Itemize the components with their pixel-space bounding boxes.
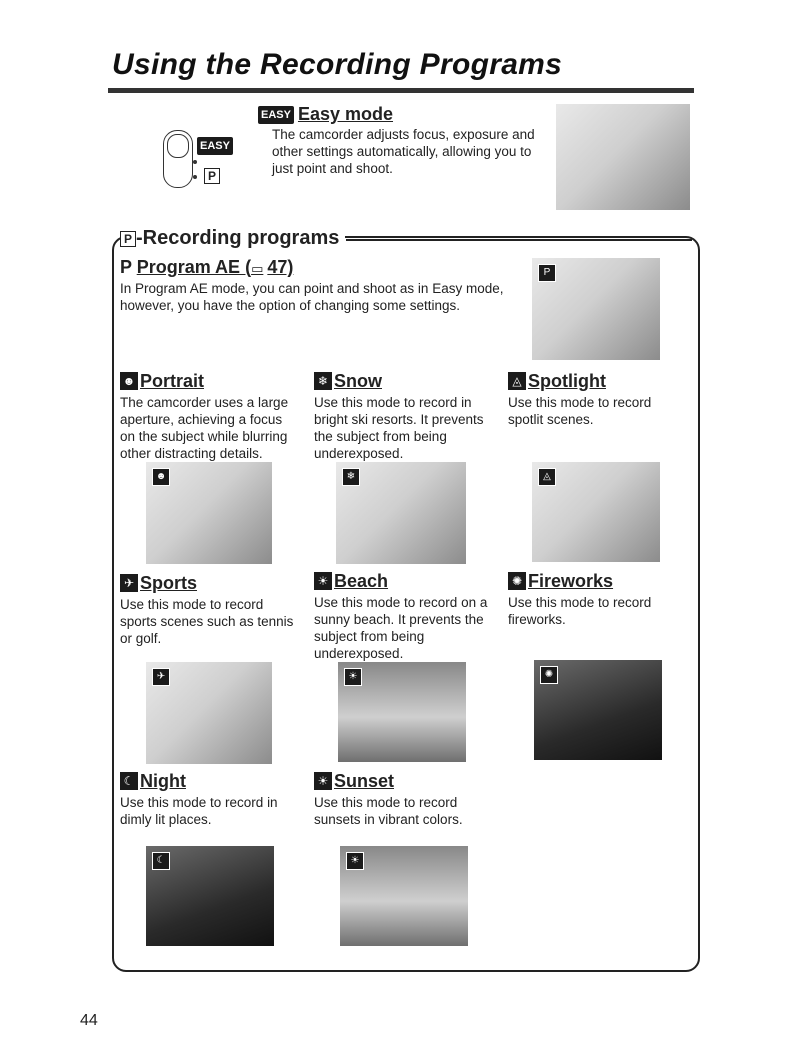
sunset-description: Use this mode to record sunsets in vibrant colors. xyxy=(314,795,463,827)
snow-icon: ❄ xyxy=(314,372,332,390)
program-p-letter: P xyxy=(120,257,132,277)
sports-heading xyxy=(120,572,197,594)
portrait-heading xyxy=(120,370,204,392)
sunset-icon: ☀ xyxy=(314,772,332,790)
sports-icon: ✈ xyxy=(120,574,138,592)
beach-photo xyxy=(338,662,466,762)
sports-icon: ✈ xyxy=(152,668,170,686)
recording-programs-label: -Recording programs xyxy=(136,227,340,249)
page-title: Using the Recording Programs xyxy=(112,48,563,81)
beach-icon: ☀ xyxy=(344,668,362,686)
fireworks-label: Fireworks xyxy=(528,570,614,591)
sports-description: Use this mode to record sports scenes such as tennis or golf. xyxy=(120,597,294,646)
portrait-photo xyxy=(146,462,272,564)
sports-photo xyxy=(146,662,272,764)
title-rule xyxy=(108,88,694,93)
night-label: Night xyxy=(140,770,186,791)
beach-icon: ☀ xyxy=(314,572,332,590)
spotlight-heading xyxy=(508,370,606,392)
easy-icon: EASY xyxy=(197,137,233,155)
spotlight-icon: ◬ xyxy=(508,372,526,390)
heading-rule xyxy=(346,239,692,241)
switch-dot-p xyxy=(193,175,197,179)
easy-mode-family-photo xyxy=(556,104,690,210)
program-ae-page-ref: 47) xyxy=(267,257,294,277)
book-icon: ▭ xyxy=(251,261,264,276)
night-description: Use this mode to record in dimly lit places. xyxy=(120,795,278,827)
night-icon: ☾ xyxy=(120,772,138,790)
portrait-description: The camcorder uses a large aperture, achieving a focus on the subject while blurring other distracting details. xyxy=(120,395,289,461)
spotlight-icon: ◬ xyxy=(538,468,556,486)
easy-mode-label: Easy mode xyxy=(297,104,394,124)
page-number: 44 xyxy=(80,1012,98,1029)
portrait-icon: ☻ xyxy=(152,468,170,486)
snow-heading xyxy=(314,370,382,392)
program-p-icon: P xyxy=(538,264,556,282)
snow-photo xyxy=(336,462,466,564)
beach-label: Beach xyxy=(334,570,389,591)
sports-label: Sports xyxy=(140,572,198,593)
snow-label: Snow xyxy=(334,370,382,391)
night-photo xyxy=(146,846,274,946)
mode-switch-knob xyxy=(167,134,189,158)
program-ae-label: Program AE ( xyxy=(136,257,252,277)
program-ae-wedding-photo xyxy=(532,258,660,360)
fireworks-description: Use this mode to record fireworks. xyxy=(508,595,652,627)
program-p-icon: P xyxy=(204,168,220,184)
beach-heading xyxy=(314,570,388,592)
night-icon: ☾ xyxy=(152,852,170,870)
snow-description: Use this mode to record in bright ski resorts. It prevents the subject from being underexposed. xyxy=(314,395,484,461)
program-ae-description: In Program AE mode, you can point and shoot as in Easy mode, however, you have the option of changing some settings. xyxy=(120,281,504,313)
portrait-label: Portrait xyxy=(140,370,205,391)
fireworks-icon: ✺ xyxy=(540,666,558,684)
snow-icon: ❄ xyxy=(342,468,360,486)
sunset-label: Sunset xyxy=(334,770,395,791)
night-heading xyxy=(120,770,186,792)
program-ae-heading xyxy=(120,257,293,278)
sunset-icon: ☀ xyxy=(346,852,364,870)
sunset-photo xyxy=(340,846,468,946)
fireworks-heading xyxy=(508,570,613,592)
fireworks-icon: ✺ xyxy=(508,572,526,590)
easy-icon: EASY xyxy=(258,106,294,124)
easy-mode-description: The camcorder adjusts focus, exposure and other settings automatically, allowing you to just point and shoot. xyxy=(272,127,535,176)
program-p-icon: P xyxy=(120,231,136,247)
sunset-heading xyxy=(314,770,394,792)
beach-description: Use this mode to record on a sunny beach. It prevents the subject from being underexposed. xyxy=(314,595,488,661)
spotlight-photo xyxy=(532,462,660,562)
fireworks-photo xyxy=(534,660,662,760)
portrait-icon: ☻ xyxy=(120,372,138,390)
spotlight-label: Spotlight xyxy=(528,370,606,391)
easy-mode-heading xyxy=(258,104,393,125)
recording-programs-heading xyxy=(120,227,345,250)
spotlight-description: Use this mode to record spotlit scenes. xyxy=(508,395,652,427)
switch-dot-easy xyxy=(193,160,197,164)
